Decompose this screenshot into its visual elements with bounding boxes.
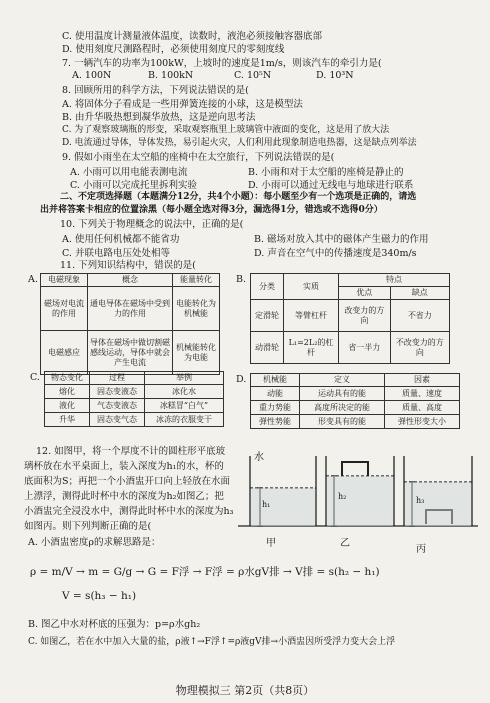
q12-line: 底面积为S；再把一个小酒盅开口向上轻放在水面 xyxy=(24,476,231,487)
q12-line: 上漂浮，测得此时杯中水的深度为h₂如图乙；把 xyxy=(24,491,224,502)
table-b-cell: 动滑轮 xyxy=(251,332,284,364)
q7-stem: 7. 一辆汽车的功率为100kW，上坡时的速度是1m/s，则该汽车的牵引力是( xyxy=(62,58,382,69)
q9-option-d: D. 小雨可以通过无线电与地球进行联系 xyxy=(248,180,414,191)
q10-stem: 10. 下列关于物理概念的说法中，正确的是( xyxy=(60,219,244,230)
table-b-cell: L₁=2L₂的杠杆 xyxy=(284,332,339,364)
q12-line: 璃杯放在水平桌面上，装入深度为h₁的水，杯的 xyxy=(24,461,224,472)
q7-option-b: B. 100kN xyxy=(148,70,194,81)
q12-option-c: C. 如图乙，若在水中加入大量的盐，ρ液↑→F浮↑=ρ液gV排→小酒盅因所受浮力变大会上浮 xyxy=(28,637,396,647)
table-b-cell: 省一半力 xyxy=(339,332,391,364)
table-d xyxy=(250,373,460,429)
q7-option-c: C. 10⁵N xyxy=(234,70,272,81)
table-b xyxy=(250,273,450,364)
q12-line: 小酒盅完全浸没水中，测得此时杯中水的深度为h₃ xyxy=(24,506,234,517)
table-c-cell: 固态变气态 xyxy=(90,413,145,427)
table-b-cell: 定滑轮 xyxy=(251,300,284,332)
q9-option-b: B. 小雨和对于太空船的座椅是静止的 xyxy=(248,167,404,178)
q9-stem: 9. 假如小雨坐在太空船的座椅中在太空旅行，下列说法错误的是( xyxy=(62,152,335,163)
figure-h2-label: h₂ xyxy=(338,492,347,501)
q11-stem: 11. 下列知识结构中，错误的是( xyxy=(60,260,196,271)
table-d-header: 因素 xyxy=(385,374,460,387)
table-c-cell: 固态变液态 xyxy=(90,385,145,399)
q6-option-c: C. 使用温度计测量液体温度，读数时，液泡必须接触容器底部 xyxy=(62,31,322,42)
table-a-cell: 电能转化为机械能 xyxy=(173,287,220,331)
q10-option-a: A. 使用任何机械都不能省功 xyxy=(62,234,180,245)
table-d-cell: 质量、高度 xyxy=(385,401,460,415)
table-b-subheader: 优点 xyxy=(339,287,391,300)
table-d-header: 机械能 xyxy=(251,374,300,387)
table-b-header: 特点 xyxy=(339,274,450,287)
q9-option-a: A. 小雨可以用电能表测电流 xyxy=(70,167,188,178)
q6-option-d: D. 使用刻度尺测路程时，必须使用刻度尺的零刻度线 xyxy=(62,44,285,55)
table-d-tag: D. xyxy=(236,374,247,385)
figure-caption-jia: 甲 xyxy=(266,538,276,549)
figure-caption-bing: 丙 xyxy=(416,544,426,555)
figure-caption-yi: 乙 xyxy=(340,538,350,549)
table-d-cell: 高度所决定的能 xyxy=(300,401,385,415)
table-a-cell: 电磁感应 xyxy=(41,331,88,375)
table-b-header: 分类 xyxy=(251,274,284,300)
table-c-cell: 冰化水 xyxy=(145,385,224,399)
table-c-header: 举例 xyxy=(145,372,224,385)
figure-h1-label: h₁ xyxy=(262,500,271,509)
table-a-cell: 通电导体在磁场中受到力的作用 xyxy=(88,287,173,331)
table-a-cell: 磁场对电流的作用 xyxy=(41,287,88,331)
table-c-cell: 液化 xyxy=(45,399,90,413)
table-b-cell: 等臂杠杆 xyxy=(284,300,339,332)
table-a-header: 能量转化 xyxy=(173,274,220,287)
section2-instructions: 出并将答案卡相应的位置涂黑（每小题全选对得3分，漏选得1分，错选或不选得0分） xyxy=(40,205,383,215)
q8-option-d: D. 电流通过导体，导体发热，易引起火灾，人们利用此现象制造电热器，这是缺点列举法 xyxy=(62,138,417,148)
table-b-cell: 不省力 xyxy=(390,300,449,332)
q10-option-c: C. 并联电路电压处处相等 xyxy=(62,248,170,259)
table-c-cell: 冰冻的衣服变干 xyxy=(145,413,224,427)
table-a-cell: 导体在磁场中做切割磁感线运动，导体中就会产生电流 xyxy=(88,331,173,375)
table-c-cell: 熔化 xyxy=(45,385,90,399)
table-b-header: 实质 xyxy=(284,274,339,300)
table-d-cell: 运动具有的能 xyxy=(300,387,385,401)
table-d-cell: 重力势能 xyxy=(251,401,300,415)
figure-water-label: 水 xyxy=(254,452,264,463)
formula-density-chain: ρ = m/V → m = G/g → G = F浮 → F浮 = ρ水gV排 → V排 = s(h₂ − h₁) xyxy=(30,566,380,578)
formula-volume: V = s(h₃ − h₁) xyxy=(62,590,137,602)
table-d-cell: 弹性形变大小 xyxy=(385,415,460,429)
table-a-header: 电磁现象 xyxy=(41,274,88,287)
table-c-cell: 气态变液态 xyxy=(90,399,145,413)
table-d-cell: 动能 xyxy=(251,387,300,401)
q12-line: 12. 如图甲，将一个厚度不计的圆柱形平底玻 xyxy=(36,446,226,457)
table-c-header: 物态变化 xyxy=(45,372,90,385)
table-d-header: 定义 xyxy=(300,374,385,387)
q7-option-a: A. 100N xyxy=(72,70,112,81)
table-c-tag: C. xyxy=(30,372,40,383)
table-d-cell: 质量、速度 xyxy=(385,387,460,401)
q8-option-c: C. 为了观察玻璃瓶的形变，采取观察瓶里上玻璃管中液面的变化，这是用了放大法 xyxy=(62,125,390,135)
q10-option-b: B. 磁场对放入其中的磁体产生磁力的作用 xyxy=(254,234,429,245)
table-a-cell: 机械能转化为电能 xyxy=(173,331,220,375)
table-c xyxy=(44,371,224,427)
cup-figure xyxy=(238,448,478,548)
q12-option-a: A. 小酒盅密度ρ的求解思路是： xyxy=(28,537,161,548)
figure-h3-label: h₃ xyxy=(416,496,425,505)
table-a-tag: A. xyxy=(28,274,38,285)
table-d-cell: 弹性势能 xyxy=(251,415,300,429)
q8-option-a: A. 将固体分子看成是一些用弹簧连接的小球，这是模型法 xyxy=(62,99,303,110)
q10-option-d: D. 声音在空气中的传播速度是340m/s xyxy=(254,248,417,259)
table-b-cell: 不改变力的方向 xyxy=(390,332,449,364)
q12-line: 如图丙。则下列判断正确的是( xyxy=(24,521,152,532)
table-c-cell: 冰糕冒“白气” xyxy=(145,399,224,413)
table-a-header: 概念 xyxy=(88,274,173,287)
page-footer: 物理模拟三 第2页（共8页） xyxy=(175,684,315,697)
table-c-cell: 升华 xyxy=(45,413,90,427)
q7-option-d: D. 10³N xyxy=(316,70,354,81)
q8-stem: 8. 回顾所用的科学方法，下列说法错误的是( xyxy=(62,85,249,96)
table-d-cell: 形变具有的能 xyxy=(300,415,385,429)
table-c-header: 过程 xyxy=(90,372,145,385)
q9-option-c: C. 小雨可以完成托里拆利实验 xyxy=(70,180,197,191)
table-b-cell: 改变力的方向 xyxy=(339,300,391,332)
q12-option-b: B. 图乙中水对杯底的压强为：p=ρ水gh₂ xyxy=(28,619,201,630)
table-a xyxy=(40,273,220,375)
section2-title: 二、不定项选择题（本题满分12分，共4个小题）：每小题至少有一个选项是正确的，请选 xyxy=(60,192,417,202)
table-b-tag: B. xyxy=(236,274,247,285)
q8-option-b: B. 由升华吸热想到凝华放热，这是逆向思考法 xyxy=(62,112,256,123)
table-b-subheader: 缺点 xyxy=(390,287,449,300)
